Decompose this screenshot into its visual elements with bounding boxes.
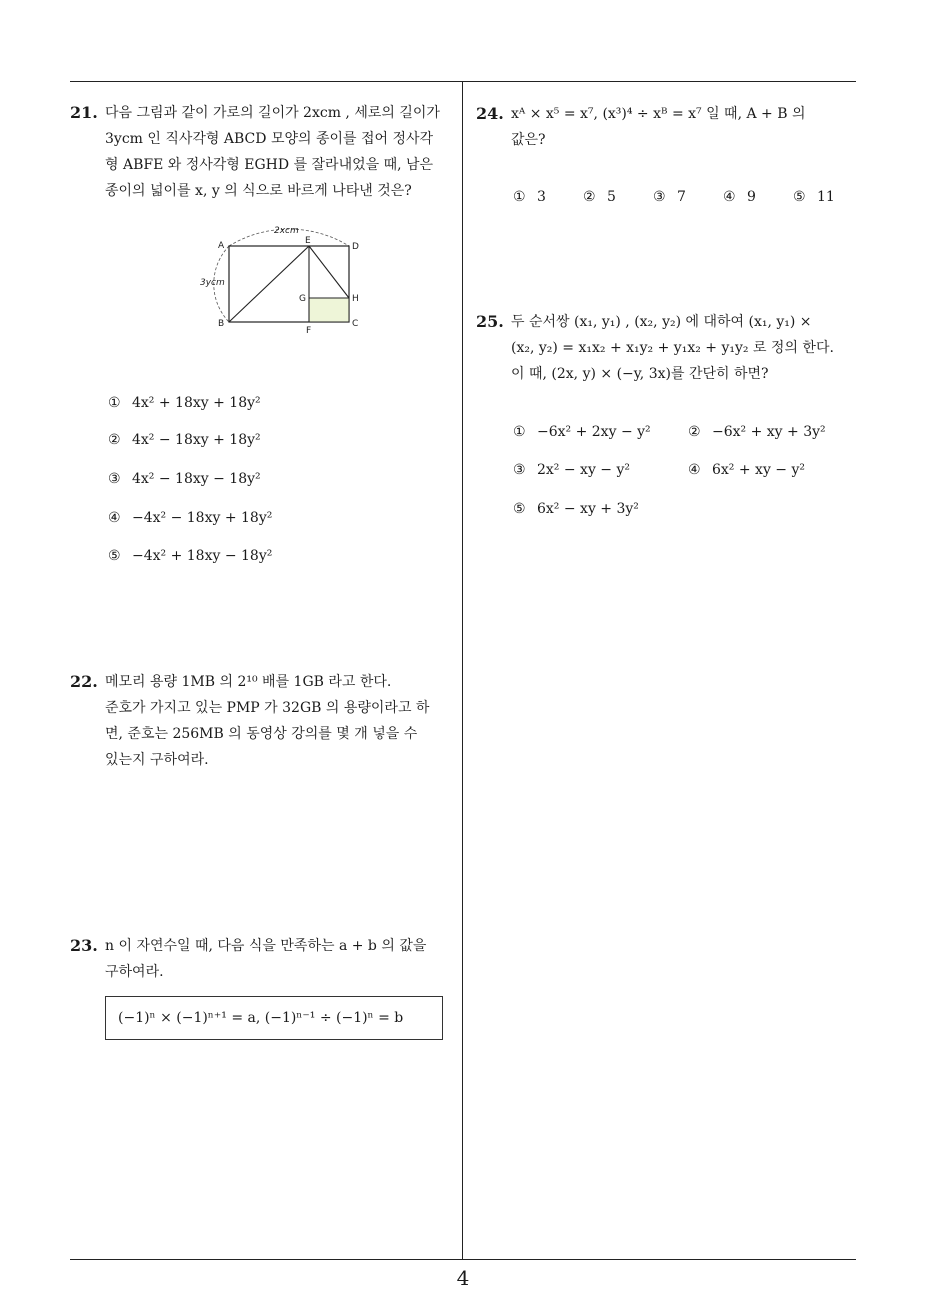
label-g: G [299, 294, 306, 304]
question-number: 25. [476, 312, 504, 331]
choice-text: −4x² + 18xy − 18y² [132, 548, 273, 564]
choice-25-5[interactable] [513, 499, 639, 519]
label-h: H [352, 294, 359, 304]
choice-mark: ② [583, 189, 596, 205]
question-line: 구하여라. [105, 964, 164, 980]
choice-24-3[interactable] [653, 187, 686, 207]
condition-box: (−1)ⁿ × (−1)ⁿ⁺¹ = a, (−1)ⁿ⁻¹ ÷ (−1)ⁿ = b [105, 996, 443, 1040]
choice-24-5[interactable] [793, 187, 835, 207]
question-line: 있는지 구하여라. [105, 752, 209, 768]
choice-text: 6x² − xy + 3y² [537, 501, 639, 517]
choice-mark: ④ [723, 189, 736, 205]
choice-25-1[interactable] [513, 422, 651, 442]
question-23 [70, 933, 456, 985]
choice-24-1[interactable] [513, 187, 546, 207]
question-text [105, 100, 456, 204]
rectangle-figure [196, 222, 376, 344]
choice-mark: ① [513, 424, 526, 440]
question-25 [476, 309, 860, 387]
question-text [105, 933, 456, 985]
segment-be [229, 246, 309, 322]
choice-21-2[interactable] [108, 430, 261, 450]
label-width: 2xcm [274, 226, 299, 236]
question-24 [476, 101, 860, 153]
choice-mark: ⑤ [793, 189, 806, 205]
choice-text: −6x² + 2xy − y² [537, 424, 651, 440]
choice-mark: ② [688, 424, 701, 440]
top-rule [70, 81, 856, 82]
question-line: 이 때, (2x, y) × (−y, 3x)를 간단히 하면? [511, 366, 769, 382]
question-number: 22. [70, 672, 98, 691]
choice-25-2[interactable] [688, 422, 826, 442]
choice-21-4[interactable] [108, 508, 272, 528]
choice-mark: ② [108, 432, 121, 448]
page-number: 4 [456, 1266, 470, 1290]
question-number: 21. [70, 103, 98, 122]
label-f: F [306, 326, 312, 336]
question-22 [70, 669, 456, 773]
question-21 [70, 100, 456, 204]
choice-text: 7 [677, 189, 686, 205]
label-c: C [352, 319, 359, 329]
choice-24-4[interactable] [723, 187, 756, 207]
choice-text: 2x² − xy − y² [537, 462, 631, 478]
choice-mark: ④ [688, 462, 701, 478]
choice-21-5[interactable] [108, 546, 272, 566]
question-text [511, 101, 860, 153]
choice-mark: ③ [653, 189, 666, 205]
choice-text: −4x² − 18xy + 18y² [132, 510, 273, 526]
bottom-rule [70, 1259, 856, 1260]
question-text [105, 669, 456, 773]
choice-mark: ⑤ [108, 548, 121, 564]
label-d: D [352, 242, 359, 252]
question-line: 값은? [511, 132, 546, 148]
choice-mark: ③ [513, 462, 526, 478]
choice-text: 11 [817, 189, 835, 205]
choice-mark: ③ [108, 471, 121, 487]
question-line: (x₂, y₂) = x₁x₂ + x₁y₂ + y₁x₂ + y₁y₂ 로 정의 한다. [511, 340, 834, 356]
choice-text: 3 [537, 189, 546, 205]
question-line: 종이의 넓이를 x, y 의 식으로 바르게 나타낸 것은? [105, 183, 412, 199]
choice-text: 5 [607, 189, 616, 205]
question-number: 23. [70, 936, 98, 955]
choice-text: 6x² + xy − y² [712, 462, 806, 478]
choice-25-4[interactable] [688, 460, 805, 480]
choice-text: 4x² + 18xy + 18y² [132, 395, 261, 411]
label-a: A [218, 241, 225, 251]
choice-text: −6x² + xy + 3y² [712, 424, 826, 440]
question-number: 24. [476, 104, 504, 123]
question-line: n 이 자연수일 때, 다음 식을 만족하는 a + b 의 값을 [105, 938, 427, 954]
choice-21-3[interactable] [108, 469, 261, 489]
label-b: B [218, 319, 225, 329]
choice-mark: ⑤ [513, 501, 526, 517]
choice-25-3[interactable] [513, 460, 630, 480]
question-line: 면, 준호는 256MB 의 동영상 강의를 몇 개 넣을 수 [105, 726, 418, 742]
choice-mark: ④ [108, 510, 121, 526]
choice-text: 4x² − 18xy + 18y² [132, 432, 261, 448]
choice-text: 4x² − 18xy − 18y² [132, 471, 261, 487]
label-height: 3ycm [200, 278, 225, 288]
question-line: 다음 그림과 같이 가로의 길이가 2xcm , 세로의 길이가 [105, 105, 440, 121]
column-divider [462, 81, 463, 1259]
question-text [511, 309, 860, 387]
question-line: 형 ABFE 와 정사각형 EGHD 를 잘라내었을 때, 남은 [105, 157, 434, 173]
label-e: E [305, 236, 311, 246]
question-line: 두 순서쌍 (x₁, y₁) , (x₂, y₂) 에 대하여 (x₁, y₁) × [511, 314, 812, 330]
question-line: 메모리 용량 1MB 의 2¹⁰ 배를 1GB 라고 한다. [105, 674, 392, 690]
choice-mark: ① [513, 189, 526, 205]
choice-mark: ① [108, 395, 121, 411]
question-line: 준호가 가지고 있는 PMP 가 32GB 의 용량이라고 하 [105, 700, 430, 716]
segment-eh [309, 246, 349, 298]
choice-24-2[interactable] [583, 187, 616, 207]
choice-text: 9 [747, 189, 756, 205]
question-line: xᴬ × x⁵ = x⁷, (x³)⁴ ÷ xᴮ = x⁷ 일 때, A + B 의 [511, 106, 806, 122]
choice-21-1[interactable] [108, 393, 261, 413]
shaded-region [309, 298, 349, 322]
question-line: 3ycm 인 직사각형 ABCD 모양의 종이를 접어 정사각 [105, 131, 434, 147]
